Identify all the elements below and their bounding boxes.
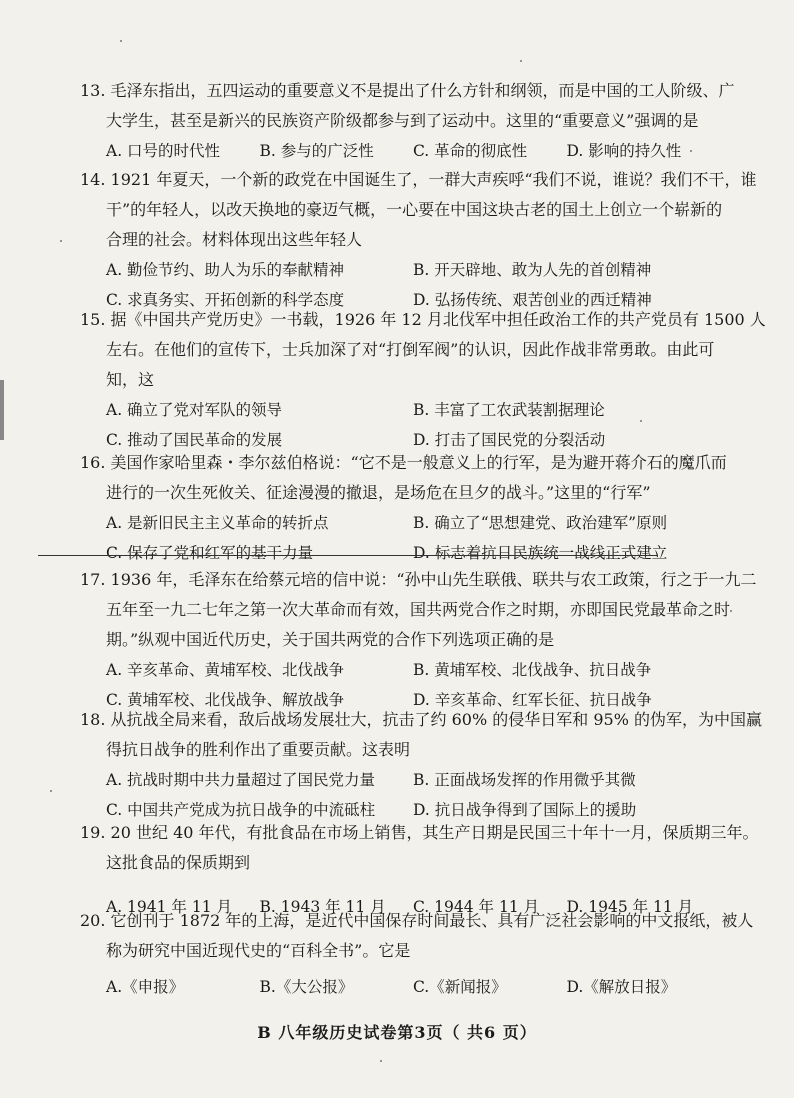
options	[80, 136, 720, 166]
option-a: A. 辛亥革命、黄埔军校、北伐战争	[106, 661, 345, 679]
scan-speck	[380, 1060, 382, 1062]
stem-line: 19. 20 世纪 40 年代，有批食品在市场上销售，其生产日期是民国三十年十一月，保质期三年。	[80, 823, 759, 842]
question-20	[80, 906, 754, 1002]
question-16	[80, 448, 727, 568]
option-a: A. 勤俭节约、助人为乐的奉献精神	[106, 261, 345, 279]
option-d: D. 辛亥革命、红军长征、抗日战争	[413, 691, 652, 709]
divider-line	[38, 555, 658, 556]
stem-line: 15. 据《中国共产党历史》一书载，1926 年 12 月北伐军中担任政治工作的共产党员有 1500 人	[80, 310, 766, 329]
option-d: D. 打击了国民党的分裂活动	[413, 431, 606, 449]
option-b: B.《大公报》	[259, 978, 354, 996]
question-stem	[80, 906, 754, 966]
option-b: B. 1943 年 11 月	[259, 898, 386, 916]
stem-line: 14. 1921 年夏天，一个新的政党在中国诞生了，一群大声疾呼“我们不说，谁说？我们不干，谁	[80, 170, 757, 189]
scan-speck	[50, 790, 52, 792]
options	[80, 508, 720, 568]
question-stem	[80, 705, 763, 765]
question-stem	[80, 565, 757, 655]
option-a: A.《申报》	[106, 978, 185, 996]
option-c: C. 保存了党和红军的基干力量	[106, 544, 314, 562]
stem-line: 左右。在他们的宣传下，士兵加深了对“打倒军阀”的认识，因此作战非常勇敢。由此可	[106, 340, 715, 359]
stem-line: 得抗日战争的胜利作出了重要贡献。这表明	[106, 740, 411, 759]
scan-speck	[520, 60, 522, 62]
option-c: C. 中国共产党成为抗日战争的中流砥柱	[106, 801, 376, 819]
scan-speck	[120, 40, 122, 42]
option-b: B. 黄埔军校、北伐战争、抗日战争	[413, 661, 652, 679]
stem-line: 进行的一次生死攸关、征途漫漫的撤退，是场危在旦夕的战斗。”这里的“行军”	[106, 483, 651, 502]
question-17	[80, 565, 757, 715]
option-b: B. 确立了“思想建党、政治建军”原则	[413, 514, 668, 532]
question-stem	[80, 305, 766, 395]
scan-speck	[60, 240, 62, 242]
stem-line: 五年至一九二七年之第一次大革命而有效，国共两党合作之时期，亦即国民党最革命之时	[106, 600, 731, 619]
question-13	[80, 76, 735, 166]
option-b: B. 开天辟地、敢为人先的首创精神	[413, 261, 652, 279]
option-c: C. 革命的彻底性	[413, 142, 528, 160]
option-c: C.《新闻报》	[413, 978, 507, 996]
option-b: B. 丰富了工农武装割据理论	[413, 401, 605, 419]
page-footer: B 八年级历史试卷第3页（ 共6 页）	[257, 1023, 537, 1042]
option-a: A. 确立了党对军队的领导	[106, 401, 283, 419]
question-15	[80, 305, 766, 455]
option-a: A. 抗战时期中共力量超过了国民党力量	[106, 771, 376, 789]
question-stem	[80, 165, 757, 255]
question-18	[80, 705, 763, 825]
option-a: A. 口号的时代性	[106, 142, 221, 160]
options	[80, 765, 720, 825]
stem-line: 干”的年轻人，以改天换地的豪迈气概，一心要在中国这块古老的国土上创立一个崭新的	[106, 200, 723, 219]
scan-speck	[640, 420, 642, 422]
stem-line: 知，这	[106, 370, 155, 389]
stem-line: 称为研究中国近现代史的“百科全书”。它是	[106, 941, 411, 960]
stem-line: 13. 毛泽东指出，五四运动的重要意义不是提出了什么方针和纲领，而是中国的工人阶级、广	[80, 81, 735, 100]
option-c: C. 黄埔军校、北伐战争、解放战争	[106, 691, 345, 709]
option-d: D. 抗日战争得到了国际上的援助	[413, 801, 637, 819]
stem-line: 18. 从抗战全局来看，敌后战场发展壮大，抗击了约 60% 的侵华日军和 95% 的伪军，为中国赢	[80, 710, 763, 729]
option-c: C. 1944 年 11 月	[413, 898, 540, 916]
question-14	[80, 165, 757, 315]
option-b: B. 参与的广泛性	[259, 142, 374, 160]
stem-line: 20. 它创刊于 1872 年的上海，是近代中国保存时间最长、具有广泛社会影响的中文报纸，被人	[80, 911, 754, 930]
stem-line: 17. 1936 年，毛泽东在给蔡元培的信中说：“孙中山先生联俄、联共与农工政策，行之于一九二	[80, 570, 757, 589]
stem-line: 期。”纵观中国近代历史，关于国共两党的合作下列选项正确的是	[106, 630, 555, 649]
question-stem	[80, 76, 735, 136]
option-d: D. 弘扬传统、艰苦创业的西迁精神	[413, 291, 652, 309]
option-a: A. 1941 年 11 月	[106, 898, 232, 916]
options	[80, 395, 720, 455]
question-stem	[80, 448, 727, 508]
option-c: C. 推动了国民革命的发展	[106, 431, 283, 449]
scan-speck	[690, 150, 692, 152]
stem-line: 这批食品的保质期到	[106, 853, 251, 872]
scan-speck	[730, 610, 732, 612]
option-d: D. 影响的持久性	[566, 142, 682, 160]
question-stem	[80, 818, 759, 878]
stem-line: 16. 美国作家哈里森・李尔兹伯格说：“它不是一般意义上的行军，是为避开蒋介石的魔爪而	[80, 453, 727, 472]
option-d: D. 标志着抗日民族统一战线正式建立	[413, 544, 668, 562]
option-c: C. 求真务实、开拓创新的科学态度	[106, 291, 345, 309]
option-b: B. 正面战场发挥的作用微乎其微	[413, 771, 636, 789]
stem-line: 合理的社会。材料体现出这些年轻人	[106, 230, 363, 249]
scan-edge	[0, 380, 4, 440]
option-d: D. 1945 年 11 月	[566, 898, 694, 916]
stem-line: 大学生，甚至是新兴的民族资产阶级都参与到了运动中。这里的“重要意义”强调的是	[106, 111, 699, 130]
option-a: A. 是新旧民主主义革命的转折点	[106, 514, 329, 532]
option-d: D.《解放日报》	[566, 978, 677, 996]
options	[80, 972, 720, 1002]
